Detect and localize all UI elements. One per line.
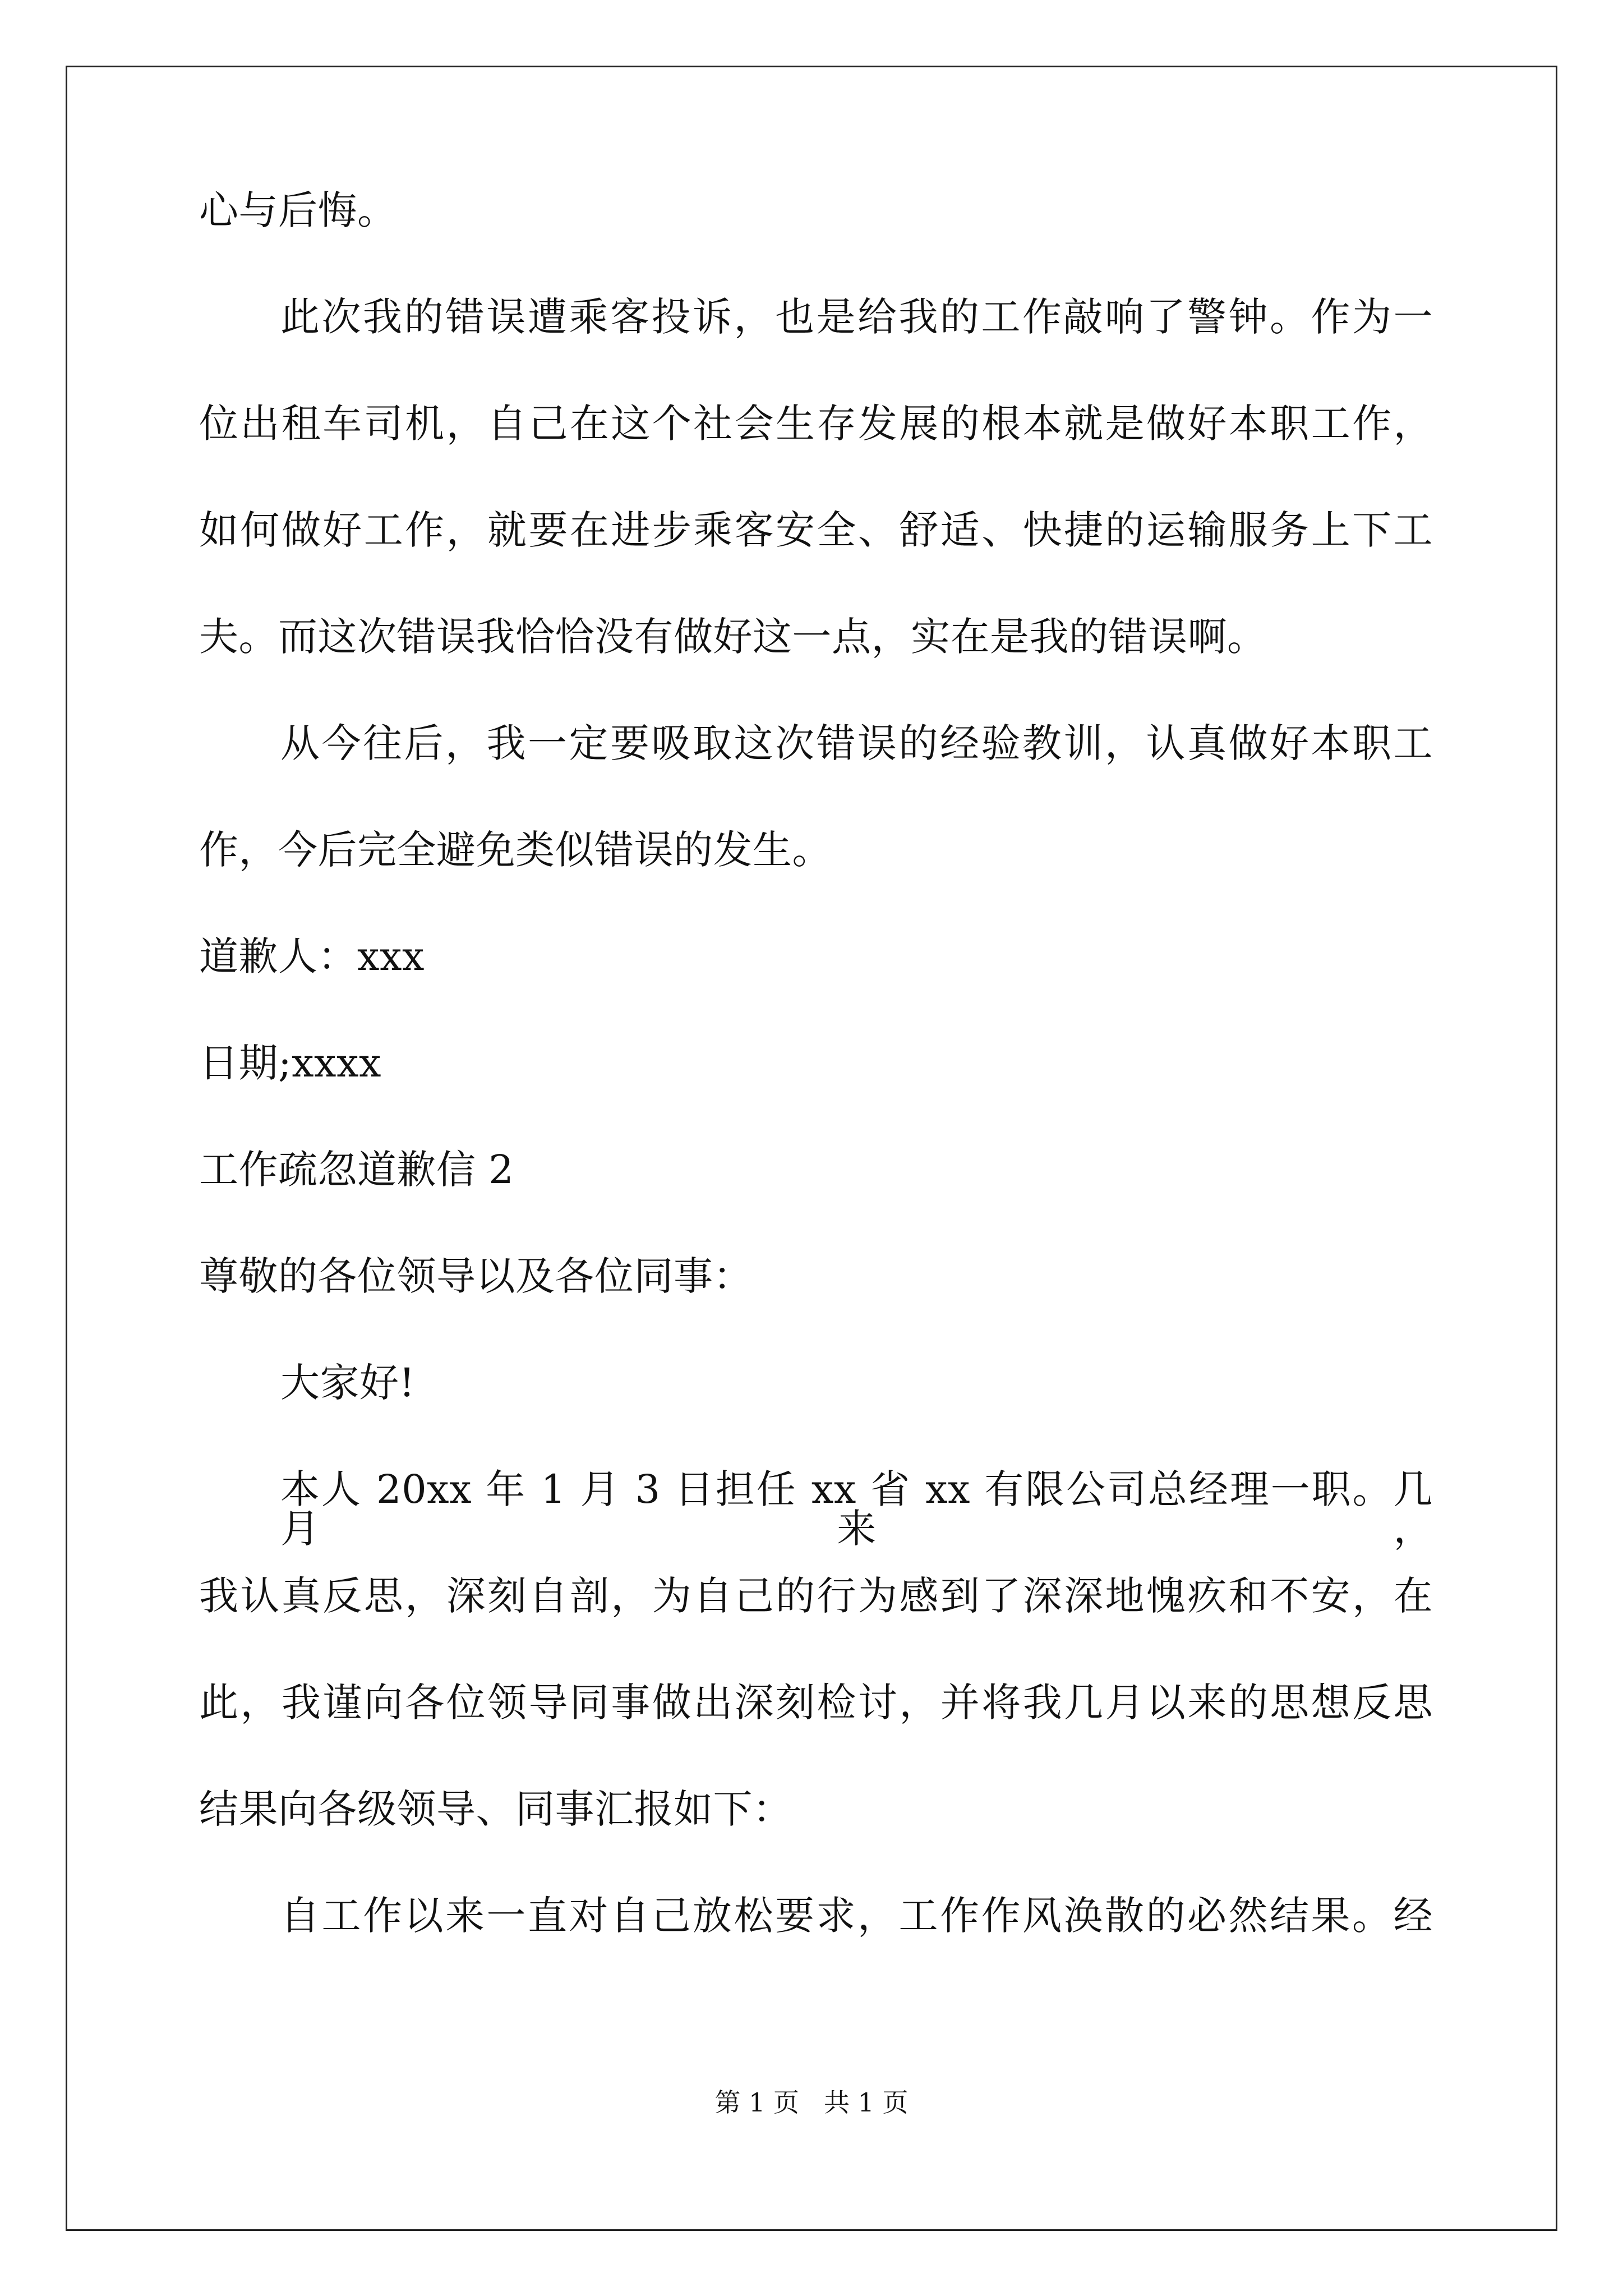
- greeting: 大家好!: [280, 1360, 416, 1406]
- paragraph-line: 自工作以来一直对自己放松要求，工作作风涣散的必然结果。经: [280, 1893, 1433, 1939]
- paragraph-line: 夫。而这次错误我恰恰没有做好这一点，实在是我的错误啊。: [199, 614, 1267, 660]
- salutation: 尊敬的各位领导以及各位同事：: [199, 1253, 753, 1299]
- paragraph-line: 结果向各级领导、同事汇报如下：: [199, 1786, 792, 1832]
- signature-line: 道歉人：xxx: [199, 933, 425, 979]
- section-title: 工作疏忽道歉信 2: [199, 1147, 514, 1193]
- paragraph-line: 我认真反思，深刻自剖，为自己的行为感到了深深地愧疚和不安，在: [199, 1573, 1433, 1619]
- paragraph-line: 从今往后，我一定要吸取这次错误的经验教训，认真做好本职工: [280, 720, 1433, 766]
- paragraph-line: 作，今后完全避免类似错误的发生。: [199, 827, 832, 873]
- page-total: 共 1 页: [823, 2087, 909, 2118]
- paragraph-line: 此，我谨向各位领导同事做出深刻检讨，并将我几月以来的思想反思: [199, 1680, 1433, 1726]
- date-line: 日期;xxxx: [199, 1040, 381, 1086]
- paragraph-line: 位出租车司机，自己在这个社会生存发展的根本就是做好本职工作，: [199, 401, 1433, 447]
- paragraph-line: 心与后悔。: [199, 187, 397, 233]
- page-footer: [0, 2087, 1623, 2118]
- paragraph-line: 本人 20xx 年 1 月 3 日担任 xx 省 xx 有限公司总经理一职。几月来，: [280, 1466, 1433, 1552]
- page-number: 第 1 页: [714, 2087, 800, 2118]
- paragraph-line: 如何做好工作，就要在进步乘客安全、舒适、快捷的运输服务上下工: [199, 507, 1433, 553]
- document-body: [199, 187, 1433, 2003]
- paragraph-line: 此次我的错误遭乘客投诉，也是给我的工作敲响了警钟。作为一: [280, 294, 1433, 340]
